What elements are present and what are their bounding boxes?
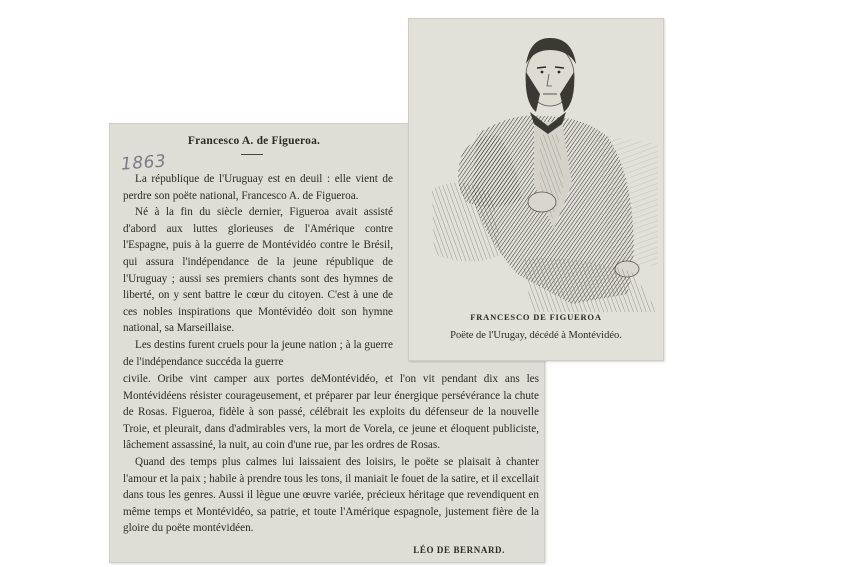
portrait-caption-name: FRANCESCO DE FIGUEROA [470,312,602,322]
portrait-engraving [422,24,658,312]
paragraph-4: Quand des temps plus calmes lui laissaient des loisirs, le poëte se plaisait à chanter l'amour et la paix ; habile à prendre tous les tons, il maniait le fouet de la satire, et il excellait dans tous les genres. Aussi il lègue une œuvre variée, précieux héritage que revendiquent en même temps et Montévidéo, sa patrie, et toute l'Amérique espagnole, justement fière de la gloire du poëte montévidéen. [123,455,539,535]
paragraph-3: Les destins furent cruels pour la jeune nation ; à la guerre de l'indépendance succéda la guerre [123,338,393,368]
portrait-clipping [408,18,664,361]
author-signature: LÉO DE BERNARD. [413,545,505,555]
portrait-caption-description: Poëte de l'Urugay, décédé à Montévidéo. [450,330,622,341]
article-column-wide [123,371,539,537]
article-title: Francesco A. de Figueroa. [187,135,321,147]
paragraph-3-continued: civile. Oribe vint camper aux portes deMontévidéo, et l'on vit pendant dix ans les Montévidéens résister courageusement, et préparer par leur énergique persévérance la chute de Rosas. Figueroa, fidèle à son passé, célébrait les exploits du défenseur de la nouvelle Troie, et pleurait, dans d'admirables vers, la mort de Vorela, ce jeune et éloquent publiciste, lâchement assassiné, la nuit, au coin d'une rue, par les ordres de Rosas. [123,373,539,452]
paragraph-1: La république de l'Uruguay est en deuil : elle vient de perdre son poëte national, Francesco A. de Figueroa. [123,173,393,202]
paragraph-2: Né à la fin du siècle dernier, Figueroa avait assisté d'abord aux luttes glorieuses de l'Amérique contre l'Espagne, puis à la guerre de Montévidéo contre le Brésil, qui assura l'indépendance de la jeune république de l'Uruguay ; aussi ses premiers chants sont des hymnes de liberté, on y sent battre le cœur du citoyen. C'est à une de ces nobles inspirations que Montévidéo doit son hymne national, sa Marseillaise. [123,206,393,335]
article-column-narrow [123,171,393,370]
title-rule [241,154,263,155]
handwritten-year: 1863 [120,151,167,175]
